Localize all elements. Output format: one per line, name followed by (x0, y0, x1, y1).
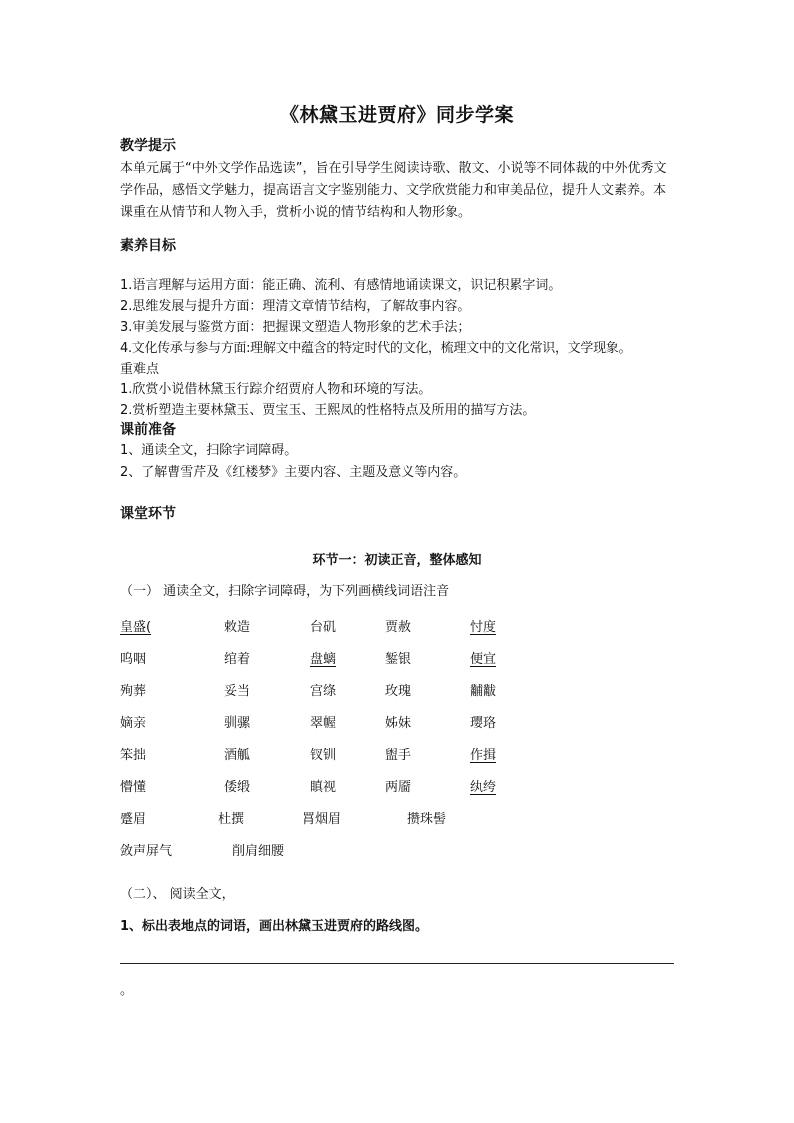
prep-item: 2、了解曹雪芹及《红楼梦》主要内容、主题及意义等内容。 (120, 465, 467, 480)
key-point-item: 1.欣赏小说借林黛玉行踪介绍贾府人物和环境的写法。 (120, 382, 432, 397)
goal-item: 2.思维发展与提升方面：理清文章情节结构，了解故事内容。 (120, 299, 471, 314)
vocab-word: 呜咽 (120, 652, 147, 667)
goal-item: 3.审美发展与鉴赏方面：把握课文塑造人物形象的艺术手法； (120, 320, 471, 335)
vocab-word: 璎珞 (470, 716, 497, 731)
teaching-tip-heading: 教学提示 (120, 138, 176, 154)
vocab-word: 台矶 (310, 620, 337, 635)
vocab-word: 钗钏 (310, 748, 337, 763)
vocab-word: 瞋视 (310, 780, 337, 795)
vocab-word: 驯骡 (224, 716, 251, 731)
vocab-word: 酒觚 (224, 748, 251, 763)
vocab-word: 两靥 (385, 780, 412, 795)
document-title: 《林黛玉进贾府》同步学案 (279, 104, 514, 126)
vocab-word: 盥手 (385, 748, 412, 763)
vocab-word: 玫瑰 (385, 684, 412, 699)
trailing-period: 。 (120, 983, 134, 998)
vocab-word: 作揖 (470, 748, 497, 763)
answer-line[interactable] (120, 963, 674, 964)
vocab-word: 姊妹 (385, 716, 412, 731)
vocab-word: 便宜 (470, 652, 497, 667)
vocab-word: 贾赦 (385, 620, 412, 635)
vocab-word: 錾银 (385, 652, 412, 667)
prep-item: 1、通读全文，扫除字词障碍。 (120, 443, 298, 458)
vocab-word: 倭缎 (224, 780, 251, 795)
vocab-word: 翠幄 (310, 716, 337, 731)
key-point-item: 2.赏析塑造主要林黛玉、贾宝玉、王熙凤的性格特点及所用的描写方法。 (120, 403, 536, 418)
vocab-word: 绾着 (224, 652, 251, 667)
vocab-word: 笨拙 (120, 748, 147, 763)
vocab-word: 忖度 (470, 620, 497, 635)
vocab-word: 妥当 (224, 684, 251, 699)
prep-heading: 课前准备 (120, 422, 176, 438)
vocab-word: 攒珠髻 (407, 812, 447, 827)
vocab-word: 罥烟眉 (302, 812, 342, 827)
vocab-word: 殉葬 (120, 684, 147, 699)
goals-heading: 素养目标 (120, 238, 176, 254)
teaching-tip-text: 本单元属于“中外文学作品选读”，旨在引导学生阅读诗歌、散文、小说等不同体裁的中外优秀文学作品，感悟文学魅力，提高语言文字鉴别能力、文学欣赏能力和审美品位，提升人文素养。本课重在从情节和人物入手，赏析小说的情节结构和人物形象。 (120, 161, 667, 220)
vocab-word: 敕造 (224, 620, 251, 635)
vocab-word: 嫡亲 (120, 716, 147, 731)
part-two-label: （二）、 阅读全文， (120, 887, 235, 902)
vocab-word: 蹙眉 (120, 812, 147, 827)
class-heading: 课堂环节 (120, 506, 176, 522)
vocab-word: 黼黻 (470, 684, 497, 699)
vocab-word: 敛声屏气 (120, 844, 173, 859)
vocab-word: 盘螭 (310, 652, 337, 667)
key-points-heading: 重难点 (120, 362, 160, 377)
part-one-label: （一） 通读全文，扫除字词障碍，为下列画横线词语注音 (120, 584, 450, 599)
section-one-title: 环节一：初读正音，整体感知 (312, 553, 482, 568)
vocab-word: 宫绦 (310, 684, 337, 699)
goal-item: 4.文化传承与参与方面:理解文中蕴含的特定时代的文化，梳理文中的文化常识，文学现象。 (120, 341, 632, 356)
vocab-word: 削肩细腰 (232, 844, 285, 859)
task-one: 1、标出表地点的词语，画出林黛玉进贾府的路线图。 (120, 919, 429, 934)
vocab-word: 杜撰 (218, 812, 245, 827)
goal-item: 1.语言理解与运用方面：能正确、流利、有感情地诵读课文，识记积累字词。 (120, 278, 562, 293)
vocab-word: 纨绔 (470, 780, 497, 795)
vocab-word: 皇盛( (120, 620, 152, 635)
vocab-word: 懵懂 (120, 780, 147, 795)
